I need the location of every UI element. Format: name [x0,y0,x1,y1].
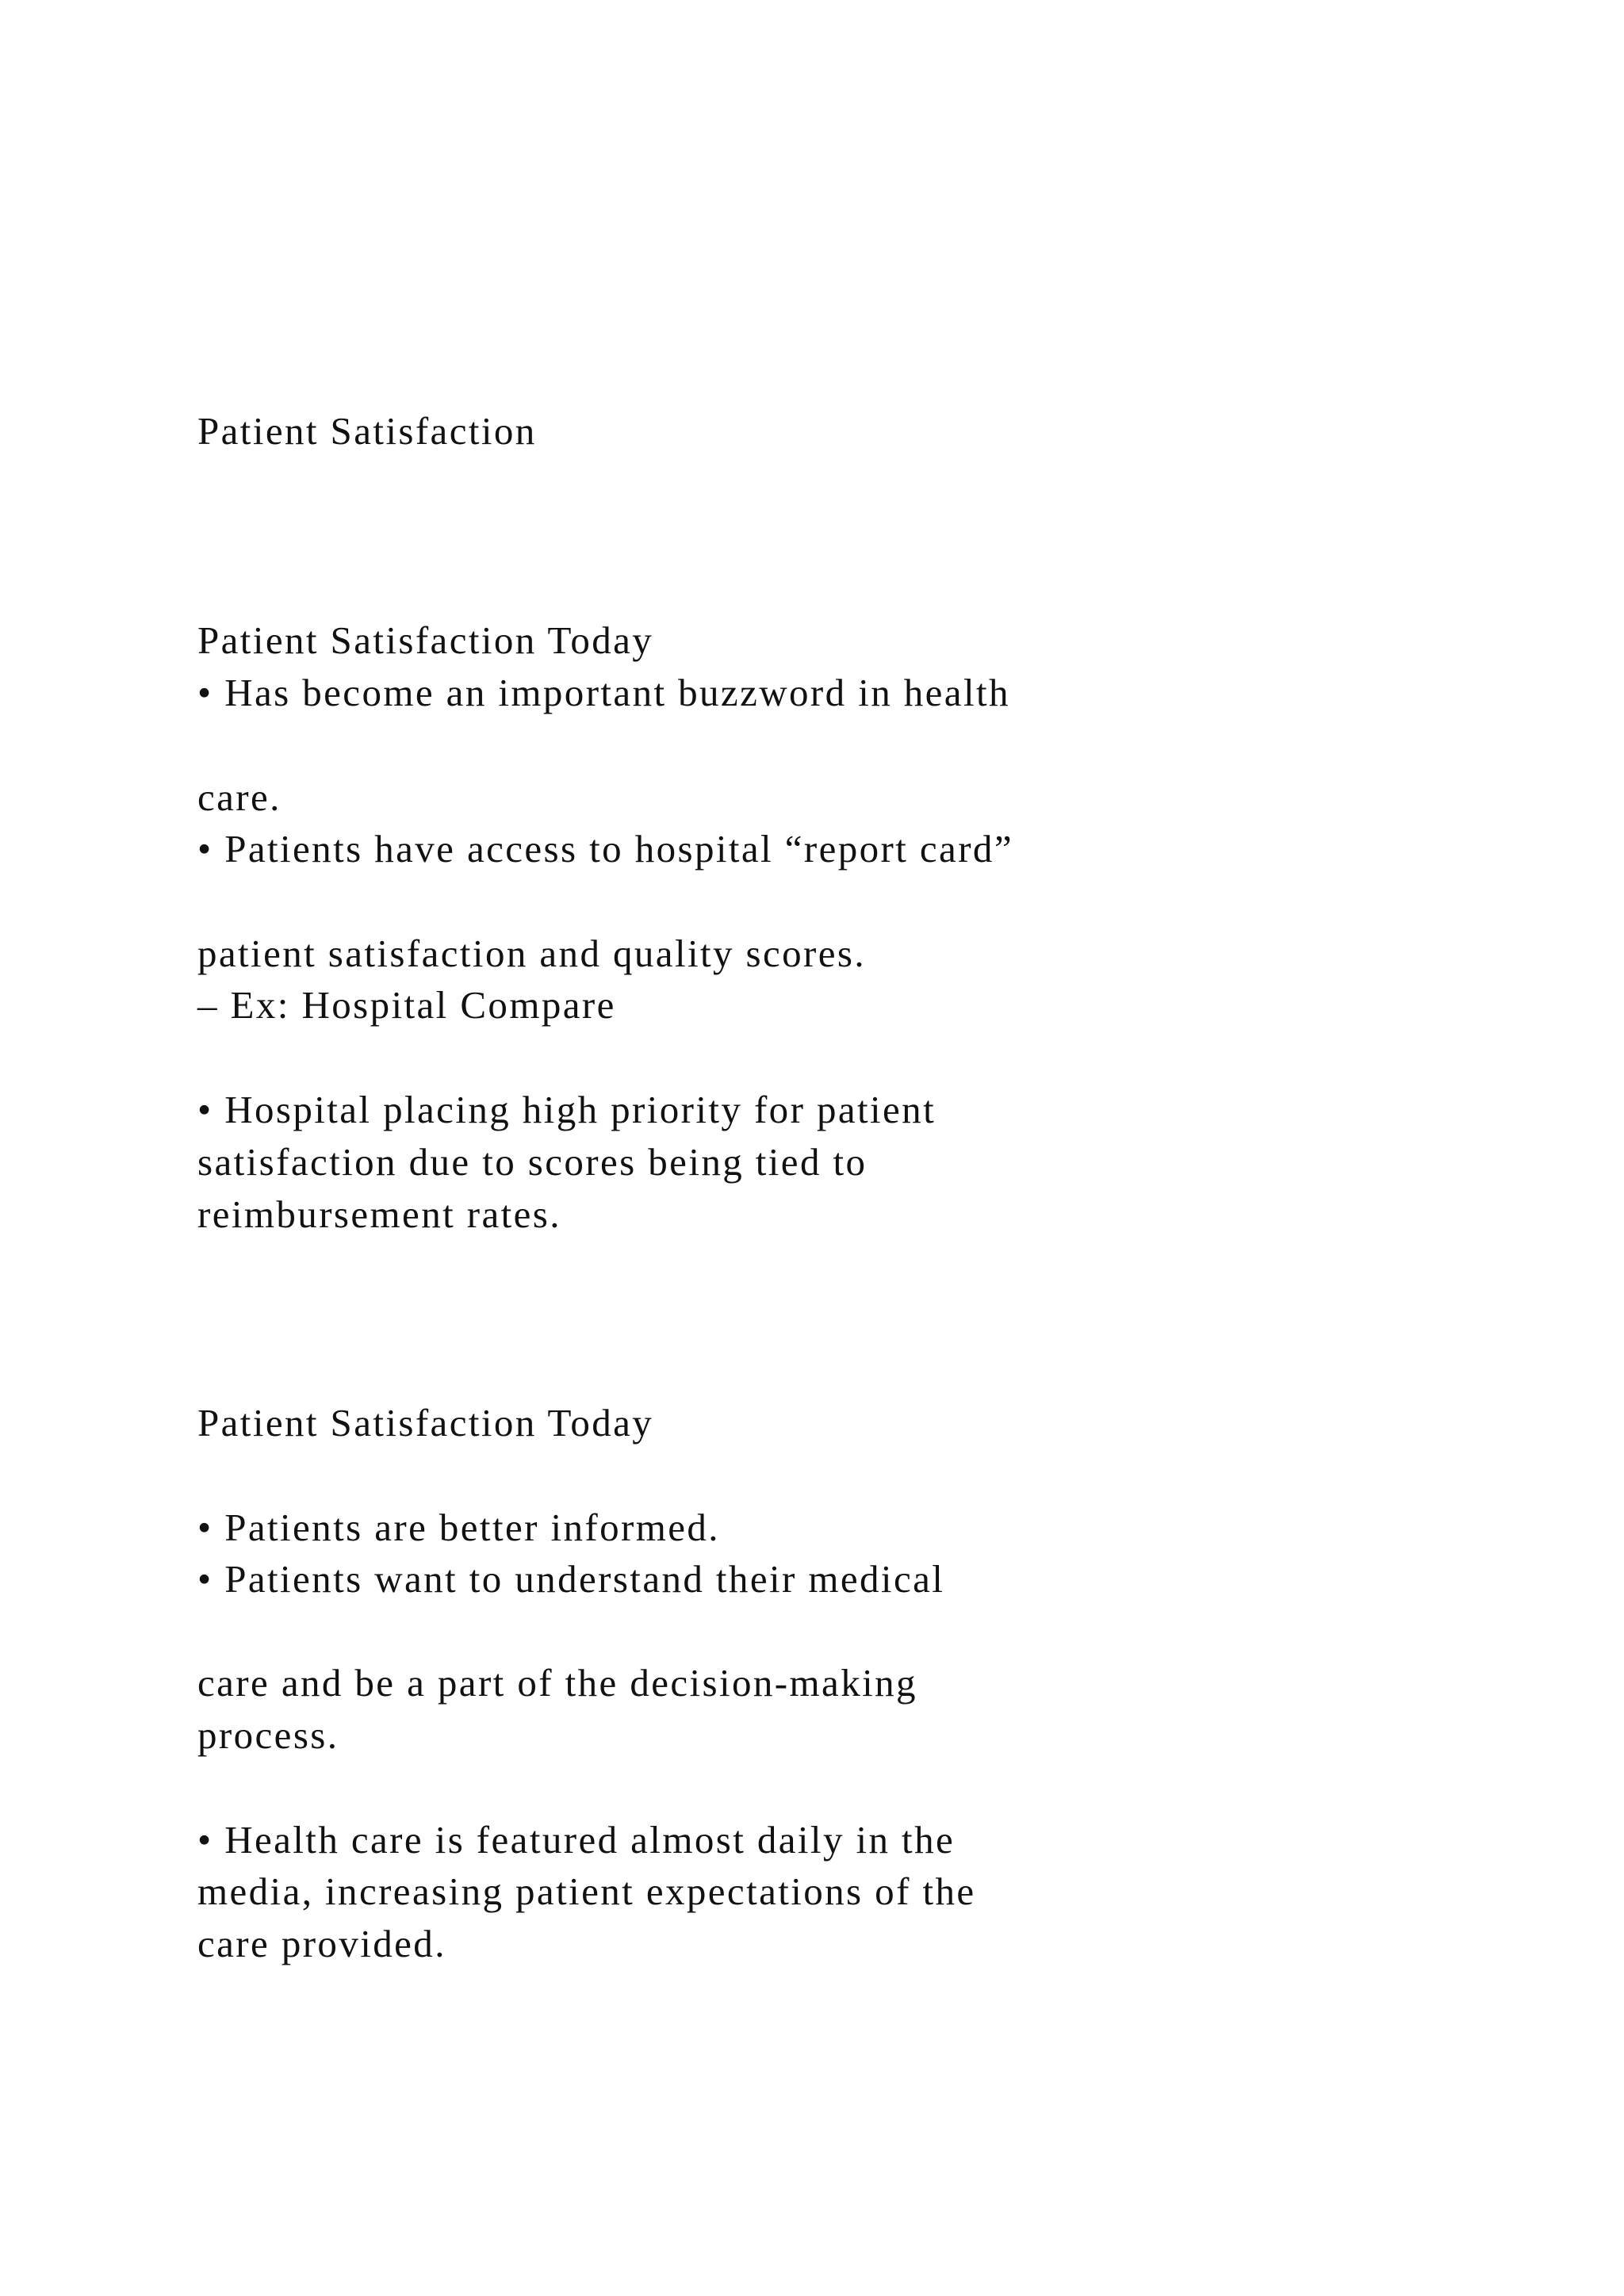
section-heading: Patient Satisfaction Today [197,1401,654,1445]
text-line: care. [197,775,282,819]
text-line: patient satisfaction and quality scores. [197,932,867,975]
text-line: care and be a part of the decision-making [197,1661,917,1705]
text-line: • Patients want to understand their medical [197,1557,945,1601]
text-line: • Has become an important buzzword in health [197,671,1010,714]
document-title: Patient Satisfaction [197,409,537,453]
text-line: • Patients have access to hospital “report card” [197,827,1013,871]
text-line: • Health care is featured almost daily in the [197,1818,956,1862]
text-line: process. [197,1713,339,1757]
text-line: – Ex: Hospital Compare [197,983,616,1027]
text-line: care provided. [197,1922,446,1965]
text-line: satisfaction due to scores being tied to [197,1140,868,1184]
section-heading: Patient Satisfaction Today [197,618,654,662]
text-line: • Hospital placing high priority for patient [197,1088,936,1131]
text-line: • Patients are better informed. [197,1506,720,1549]
text-line: reimbursement rates. [197,1192,561,1236]
text-line: media, increasing patient expectations of the [197,1869,976,1913]
